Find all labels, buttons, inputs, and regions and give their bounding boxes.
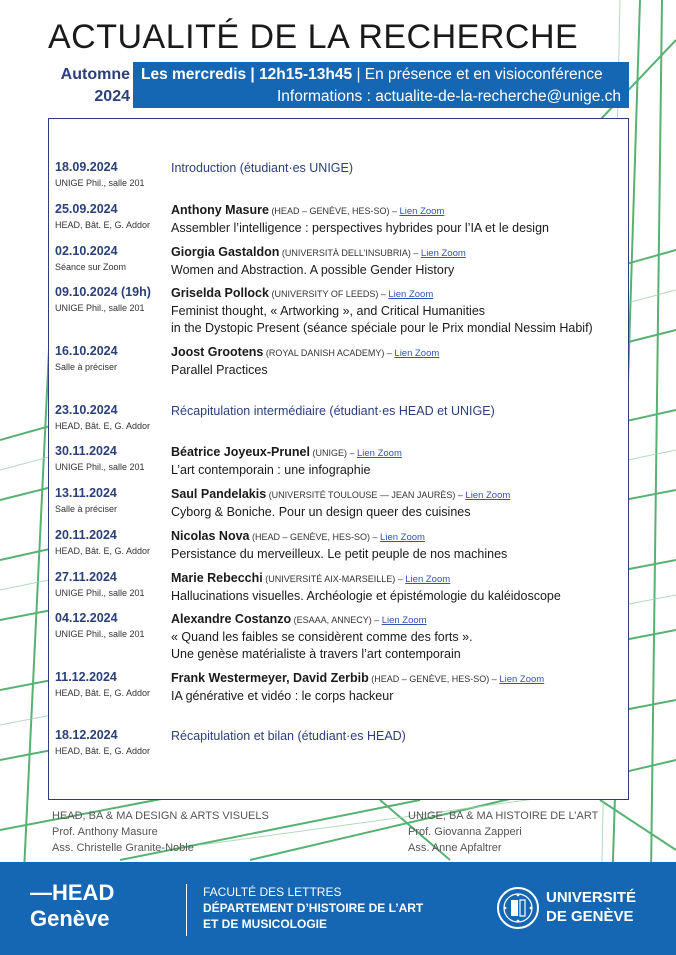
speaker-name: Saul Pandelakis [171,487,267,501]
session-date: 23.10.2024 [55,403,118,417]
session-place: HEAD, Bât. E, G. Addor [55,220,151,230]
speaker-affiliation: (HEAD – GENÈVE, HES-SO) – [249,532,381,542]
credits-head-professor: Prof. Anthony Masure [52,826,158,838]
speaker-name: Joost Grootens [171,345,264,359]
zoom-link[interactable]: Lien Zoom [381,615,427,626]
season-year: 2024 [94,88,130,105]
session-date: 16.10.2024 [55,344,118,358]
session-title: Récapitulation intermédiaire (étudiant·es HEAD et UNIGE) [171,404,495,418]
speaker-name: Nicolas Nova [171,529,250,543]
session-title: Récapitulation et bilan (étudiant·es HEAD) [171,729,406,743]
zoom-link[interactable]: Lien Zoom [420,248,466,259]
credits-unige [408,808,598,856]
speaker-affiliation: (UNIGE) – [309,448,357,458]
session-date: 20.11.2024 [55,528,117,542]
session-date: 13.11.2024 [55,486,117,500]
credits-head [52,808,269,856]
speaker-affiliation: (HEAD – GENÈVE, HES-SO) – [368,674,500,684]
session-date: 18.12.2024 [55,728,118,742]
department-name-continued: ET DE MUSICOLOGIE [203,917,328,931]
faculty-block [186,884,423,936]
speaker-affiliation: (ROYAL DANISH ACADEMY) – [263,348,395,358]
talk-title: L’art contemporain : une infographie [171,463,371,477]
contact-text[interactable]: Informations : actualite-de-la-recherche@unige.ch [277,88,621,105]
head-logo [30,880,114,932]
info-banner [133,62,629,108]
zoom-link[interactable]: Lien Zoom [394,348,440,359]
session-place: UNIGE Phil., salle 201 [55,462,145,472]
speaker-affiliation: (UNIVERSITY OF LEEDS) – [268,289,389,299]
credits-unige-program: UNIGE, BA & MA HISTOIRE DE L’ART [408,810,599,822]
zoom-link[interactable]: Lien Zoom [405,574,451,585]
speaker-name: Marie Rebecchi [171,571,263,585]
credits-unige-assistant: Ass. Anne Apfaltrer [408,842,502,854]
unige-city: DE GENÈVE [546,908,634,925]
speaker-affiliation: (UNIVERSITÀ DELL’INSUBRIA) – [279,248,421,258]
session-date: 04.12.2024 [55,611,118,625]
head-logo-city: Genève [30,906,110,931]
session-date: 30.11.2024 [55,444,117,458]
credits-head-assistant: Ass. Christelle Granite-Noble [52,842,194,854]
credits-head-program: HEAD, BA & MA DESIGN & ARTS VISUELS [52,810,269,822]
talk-title: Parallel Practices [171,363,268,377]
program-box [48,118,629,800]
session-place: HEAD, Bât. E, G. Addor [55,421,151,431]
talk-title-continued: Une genèse matérialiste à travers l’art contemporain [171,647,461,661]
speaker-name: Griselda Pollock [171,286,269,300]
session-place: Salle à préciser [55,504,118,514]
faculty-name: FACULTÉ DES LETTRES [203,885,342,899]
season-label [40,64,130,108]
session-place: Séance sur Zoom [55,262,127,272]
zoom-link[interactable]: Lien Zoom [499,674,545,685]
credits-unige-professor: Prof. Giovanna Zapperi [408,826,522,838]
talk-title: « Quand les faibles se considèrent comme des forts ». [171,630,473,644]
speaker-name: Alexandre Costanzo [171,612,292,626]
session-place: Salle à préciser [55,362,118,372]
head-logo-name: —HEAD [30,880,115,905]
department-name: DÉPARTEMENT D’HISTOIRE DE L’ART [203,901,424,915]
mode-text: | En présence et en visioconférence [352,66,603,83]
unige-name: UNIVERSITÉ [546,889,637,906]
speaker-name: Béatrice Joyeux-Prunel [171,445,310,459]
session-place: HEAD, Bât. E, G. Addor [55,746,151,756]
season-name: Automne [60,66,130,83]
zoom-link[interactable]: Lien Zoom [399,206,445,217]
footer [0,862,676,955]
talk-title: Hallucinations visuelles. Archéologie et épistémologie du kaléidoscope [171,589,561,603]
talk-title: Feminist thought, « Artworking », and Critical Humanities [171,304,486,318]
session-date: 27.11.2024 [55,570,117,584]
talk-title: Cyborg & Boniche. Pour un design queer des cuisines [171,505,471,519]
speaker-affiliation: (UNIVERSITÉ TOULOUSE — JEAN JAURÈS) – [266,490,466,500]
talk-title: IA générative et vidéo : le corps hackeur [171,689,394,703]
speaker-affiliation: (HEAD – GENÈVE, HES-SO) – [268,206,400,216]
zoom-link[interactable]: Lien Zoom [388,289,434,300]
talk-title: Persistance du merveilleux. Le petit peuple de nos machines [171,547,508,561]
session-place: HEAD, Bât. E, G. Addor [55,546,151,556]
session-date: 18.09.2024 [55,160,118,174]
zoom-link[interactable]: Lien Zoom [380,532,425,543]
session-date: 02.10.2024 [55,244,118,258]
session-place: UNIGE Phil., salle 201 [55,629,145,639]
session-place: UNIGE Phil., salle 201 [55,588,145,598]
session-date: 25.09.2024 [55,202,118,216]
session-date: 09.10.2024 (19h) [55,285,151,299]
session-title: Introduction (étudiant·es UNIGE) [171,161,354,175]
speaker-name: Giorgia Gastaldon [171,245,280,259]
session-place: UNIGE Phil., salle 201 [55,178,145,188]
speaker-name: Frank Westermeyer, David Zerbib [171,671,369,685]
speaker-affiliation: (UNIVERSITÉ AIX-MARSEILLE) – [262,574,406,584]
schedule-text: Les mercredis | 12h15-13h45 [141,66,353,83]
unige-seal-icon [496,886,540,930]
talk-title: Assembler l’intelligence : perspectives hybrides pour l’IA et le design [171,221,549,235]
session-date: 11.12.2024 [55,670,117,684]
zoom-link[interactable]: Lien Zoom [356,448,402,459]
speaker-affiliation: (ESAAA, ANNECY) – [291,615,382,625]
speaker-name: Anthony Masure [171,203,269,217]
talk-title: Women and Abstraction. A possible Gender History [171,263,455,277]
talk-title-continued: in the Dystopic Present (séance spéciale pour le Prix mondial Nessim Habif) [171,321,593,335]
session-place: HEAD, Bât. E, G. Addor [55,688,151,698]
zoom-link[interactable]: Lien Zoom [465,490,511,501]
session-place: UNIGE Phil., salle 201 [55,303,145,313]
page-title: ACTUALITÉ DE LA RECHERCHE [48,18,579,56]
